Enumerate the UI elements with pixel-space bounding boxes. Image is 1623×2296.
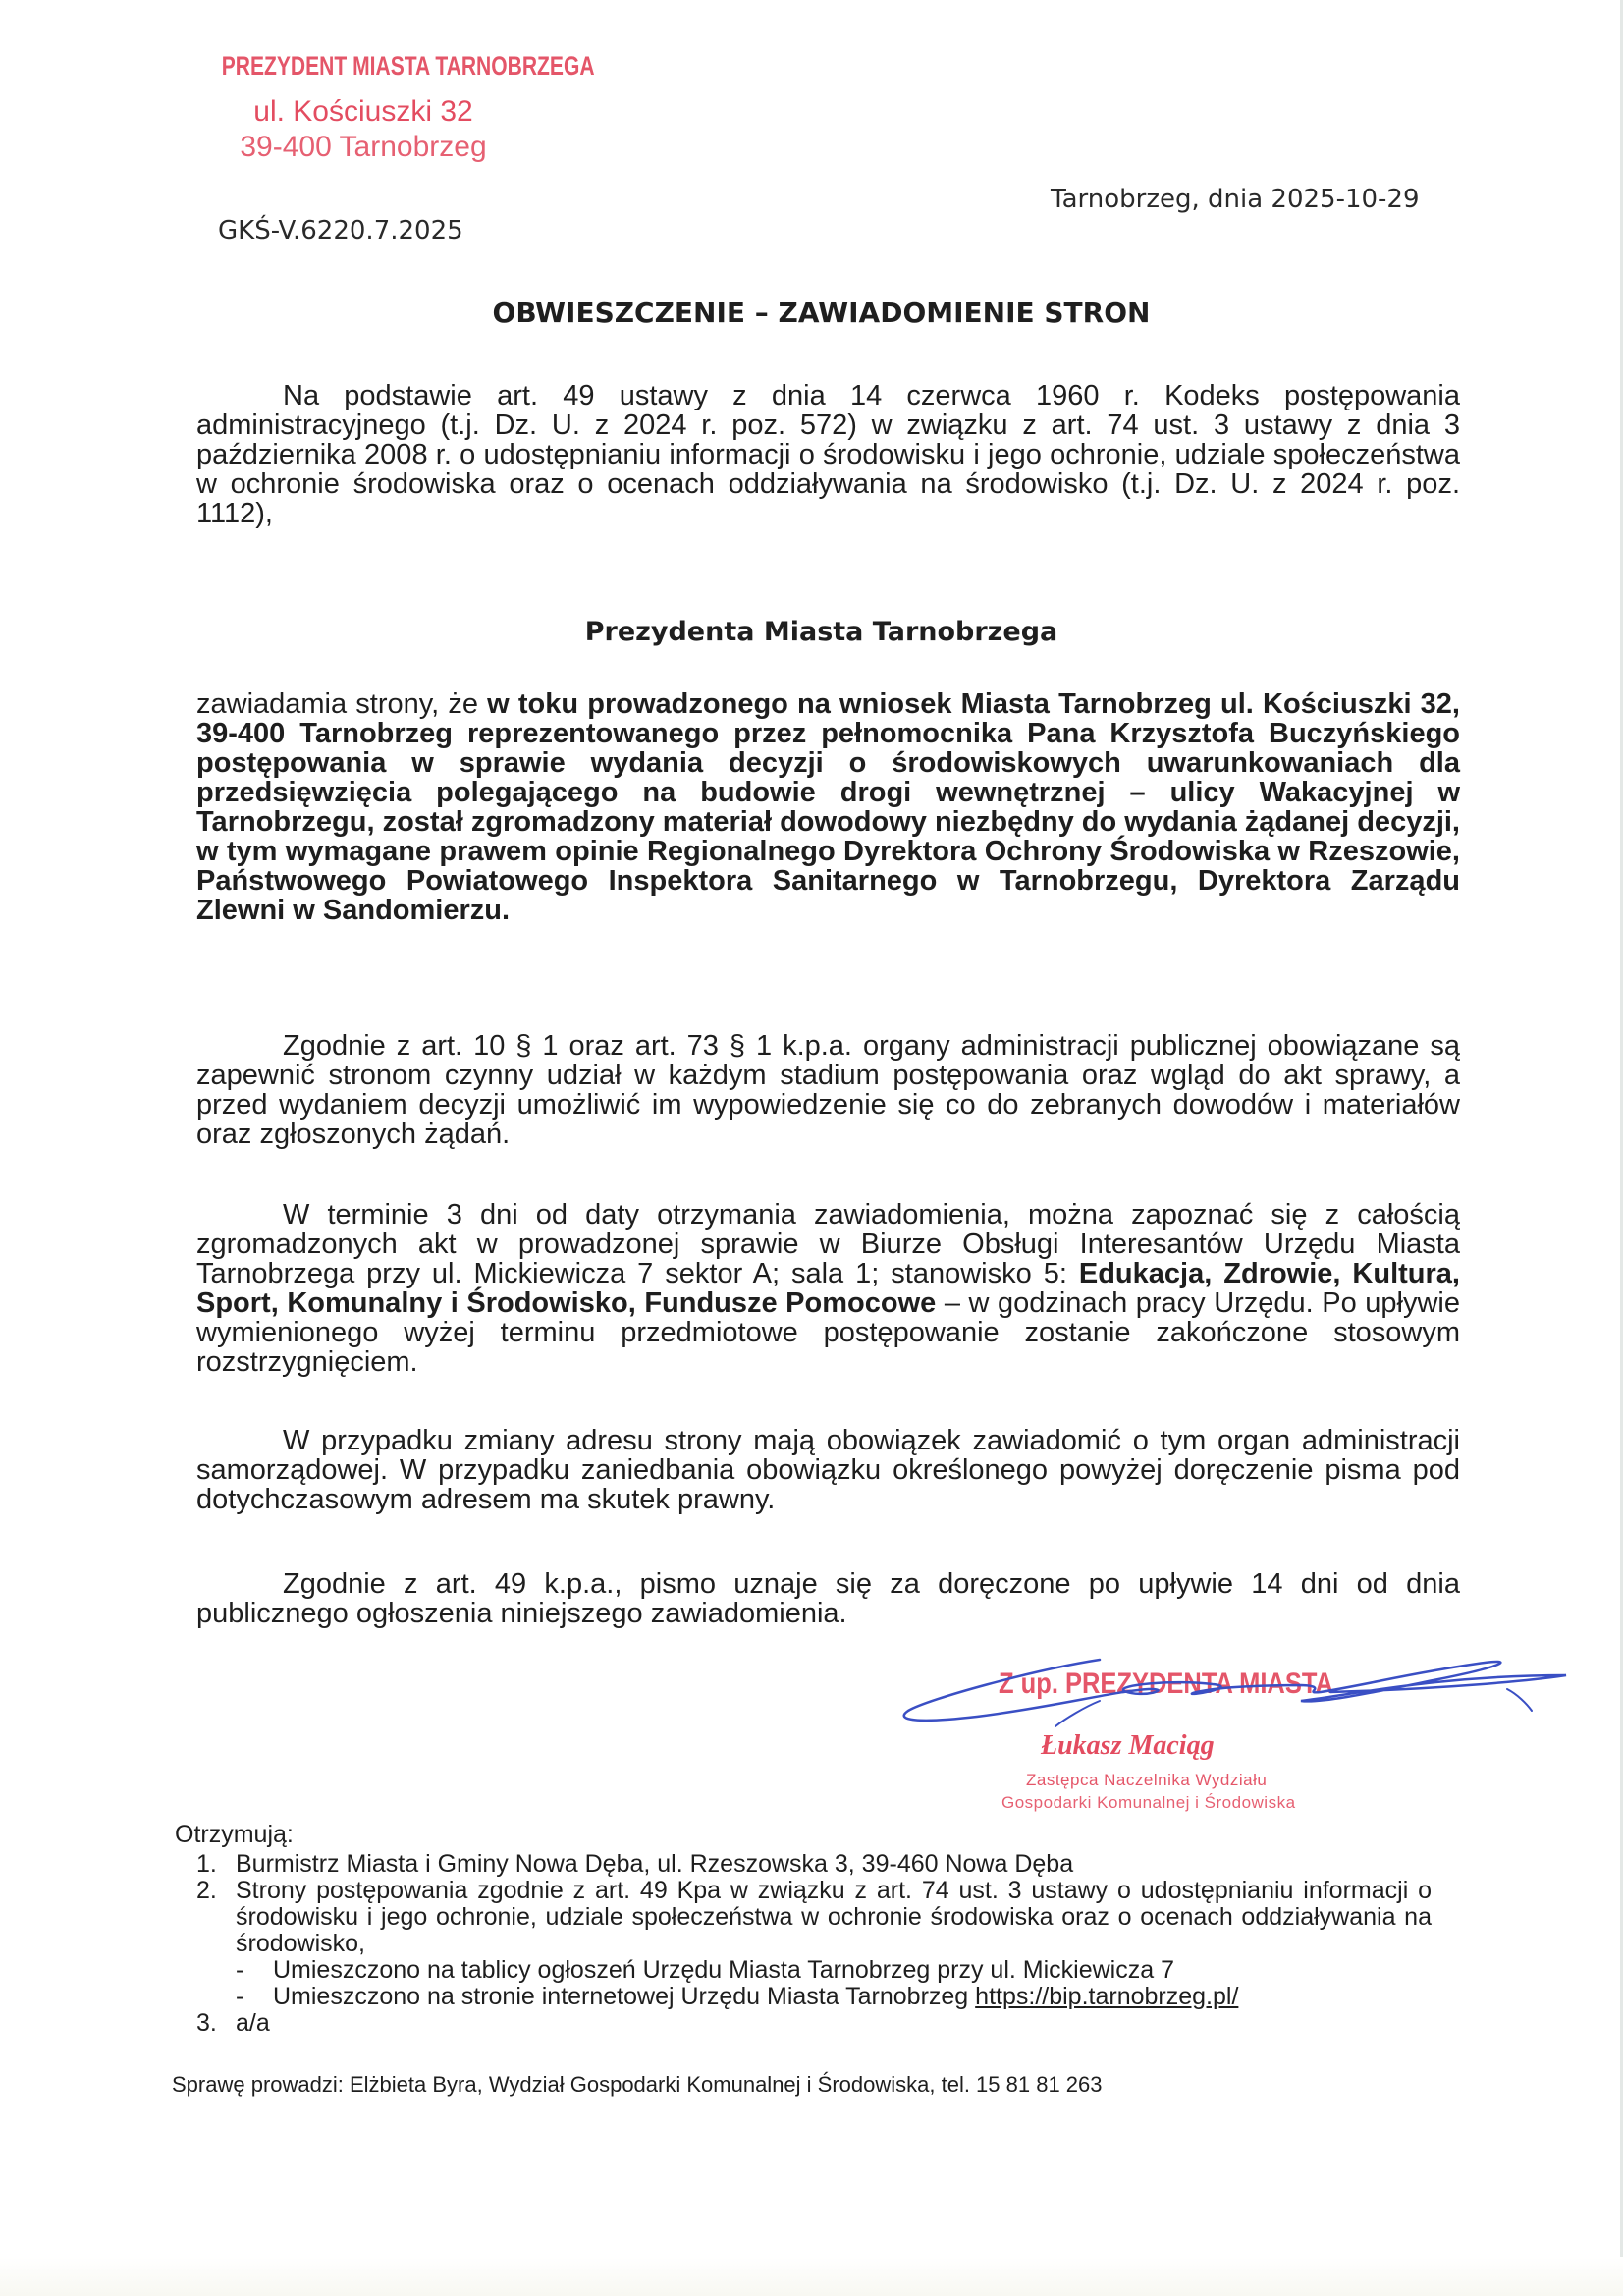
signature-block — [889, 1650, 1576, 1827]
address-change-paragraph — [196, 1426, 1460, 1514]
office-stamp — [182, 51, 595, 164]
signature-stamp: Z up. PREZYDENTA MIASTA — [999, 1667, 1333, 1700]
recipient-text: Strony postępowania zgodnie z art. 49 Kpa w związku z art. 74 ust. 3 ustawy o udostępnianiu informacji o środowisku i jego ochronie, udziale społeczeństwa w ochronie środowiska oraz o ocenach oddziaływania na środowisko, — [236, 1877, 1432, 1957]
document-title: OBWIESZCZENIE – ZAWIADOMIENIE STRON — [492, 297, 1151, 329]
notification-paragraph — [196, 689, 1460, 925]
subitem-text: Umieszczono na stronie internetowej Urzędu Miasta Tarnobrzeg — [273, 1983, 976, 2010]
address-change-text: W przypadku zmiany adresu strony mają obowiązek zawiadomić o tym organ administracji samorządowej. W przypadku zaniedbania obowiązku określonego powyżej doręczenie pisma pod dotychczasowym adresem ma skutek prawny. — [196, 1425, 1460, 1515]
scan-shadow — [0, 2257, 1623, 2296]
recipient-text: a/a — [236, 2009, 270, 2037]
signatory-role-line1: Zastępca Naczelnika Wydziału — [1026, 1771, 1268, 1789]
recipient-text: Burmistrz Miasta i Gminy Nowa Dęba, ul. Rzeszowska 3, 39-460 Nowa Dęba — [236, 1850, 1074, 1878]
recipient-subitem — [175, 1984, 1432, 2010]
notification-bold-text: w toku prowadzonego na wniosek Miasta Tarnobrzeg ul. Kościuszki 32, 39-400 Tarnobrzeg reprezentowanego przez pełnomocnika Pana Krzysztofa Buczyńskiego postępowania w sprawie wydania decyzji o środowiskowych uwarunkowaniach dla przedsięwzięcia polegającego na budowie drogi wewnętrznej – ulicy Wakacyjnej w Tarnobrzegu, został zgromadzony materiał dowodowy niezbędny do wydania żądanej decyzji, w tym wymagane prawem opinie Regionalnego Dyrektora Ochrony Środowiska w Rzeszowie, Państwowego Powiatowego Inspektora Sanitarnego w Tarnobrzegu, Dyrektora Zarządu Zlewni w Sandomierzu. — [196, 688, 1460, 926]
recipient-number: 2. — [196, 1877, 217, 1904]
case-handler-footer: Sprawę prowadzi: Elżbieta Byra, Wydział Gospodarki Komunalnej i Środowiska, tel. 15 81 81 263 — [172, 2072, 1103, 2097]
art10-paragraph — [196, 1031, 1460, 1149]
recipient-subitem — [175, 1957, 1432, 1984]
signatory-name: Łukasz Maciąg — [1041, 1730, 1215, 1761]
recipients-list — [175, 1822, 1432, 2037]
legal-basis-paragraph — [196, 381, 1460, 528]
recipient-number: 3. — [196, 2009, 217, 2037]
recipient-item — [175, 1878, 1432, 1957]
notification-lead: zawiadamia strony, że — [196, 688, 488, 720]
recipient-item — [175, 1851, 1432, 1878]
bip-link[interactable]: https://bip.tarnobrzeg.pl/ — [975, 1983, 1239, 2010]
delivery-paragraph — [196, 1569, 1460, 1628]
art10-text: Zgodnie z art. 10 § 1 oraz art. 73 § 1 k.p.a. organy administracji publicznej obowiązane są zapewnić stronom czynny udział w każdym stadium postępowania oraz wgląd do akt sprawy, a przed wydaniem decyzji umożliwić im wypowiedzenie się co do zebranych dowodów i materiałów oraz zgłoszonych żądań. — [196, 1030, 1460, 1150]
inspection-term-paragraph — [196, 1200, 1460, 1377]
recipients-heading: Otrzymują: — [175, 1821, 294, 1848]
dash-bullet: - — [236, 1983, 244, 2010]
stamp-street: ul. Kościuszki 32 — [253, 95, 473, 128]
legal-basis-text: Na podstawie art. 49 ustawy z dnia 14 czerwca 1960 r. Kodeks postępowania administracyjnego (t.j. Dz. U. z 2024 r. poz. 572) w związku z art. 74 ust. 3 ustawy z dnia 3 października 2008 r. o udostępnianiu informacji o środowisku i jego ochronie, udziale społeczeństwa w ochronie środowiska oraz o ocenach oddziaływania na środowisko (t.j. Dz. U. z 2024 r. poz. 1112), — [196, 380, 1460, 529]
place-and-date: Tarnobrzeg, dnia 2025-10-29 — [1051, 185, 1420, 214]
recipient-number: 1. — [196, 1850, 217, 1878]
signatory-role-line2: Gospodarki Komunalnej i Środowiska — [1001, 1793, 1296, 1812]
term-bold-desk: Edukacja, Zdrowie, Kultura, Sport, Komunalny i Środowisko, Fundusze Pomocowe — [196, 1258, 1460, 1319]
recipient-item — [175, 2010, 1432, 2037]
stamp-city: 39-400 Tarnobrzeg — [240, 131, 487, 163]
delivery-text: Zgodnie z art. 49 k.p.a., pismo uznaje się za doręczone po upływie 14 dni od dnia publicznego ogłoszenia niniejszego zawiadomienia. — [196, 1568, 1460, 1629]
subitem-text: Umieszczono na tablicy ogłoszeń Urzędu Miasta Tarnobrzeg przy ul. Mickiewicza 7 — [273, 1956, 1174, 1984]
case-number: GKŚ-V.6220.7.2025 — [218, 216, 463, 246]
stamp-office-name: PREZYDENT MIASTA TARNOBRZEGA — [221, 51, 595, 81]
term-text-1: W terminie 3 dni od daty otrzymania zawiadomienia, można zapoznać się z całością zgromadzonych akt w prowadzonej sprawie w Biurze Obsługi Interesantów Urzędu Miasta Tarnobrzega przy ul. Mickiewicza 7 sektor A; sala 1; stanowisko 5: — [196, 1199, 1460, 1289]
dash-bullet: - — [236, 1956, 244, 1984]
issuing-authority: Prezydenta Miasta Tarnobrzega — [584, 617, 1058, 647]
term-text-2: – w godzinach pracy Urzędu. Po upływie wymienionego wyżej terminu przedmiotowe postępowanie zostanie zakończone stosowym rozstrzygnięciem. — [196, 1287, 1461, 1378]
